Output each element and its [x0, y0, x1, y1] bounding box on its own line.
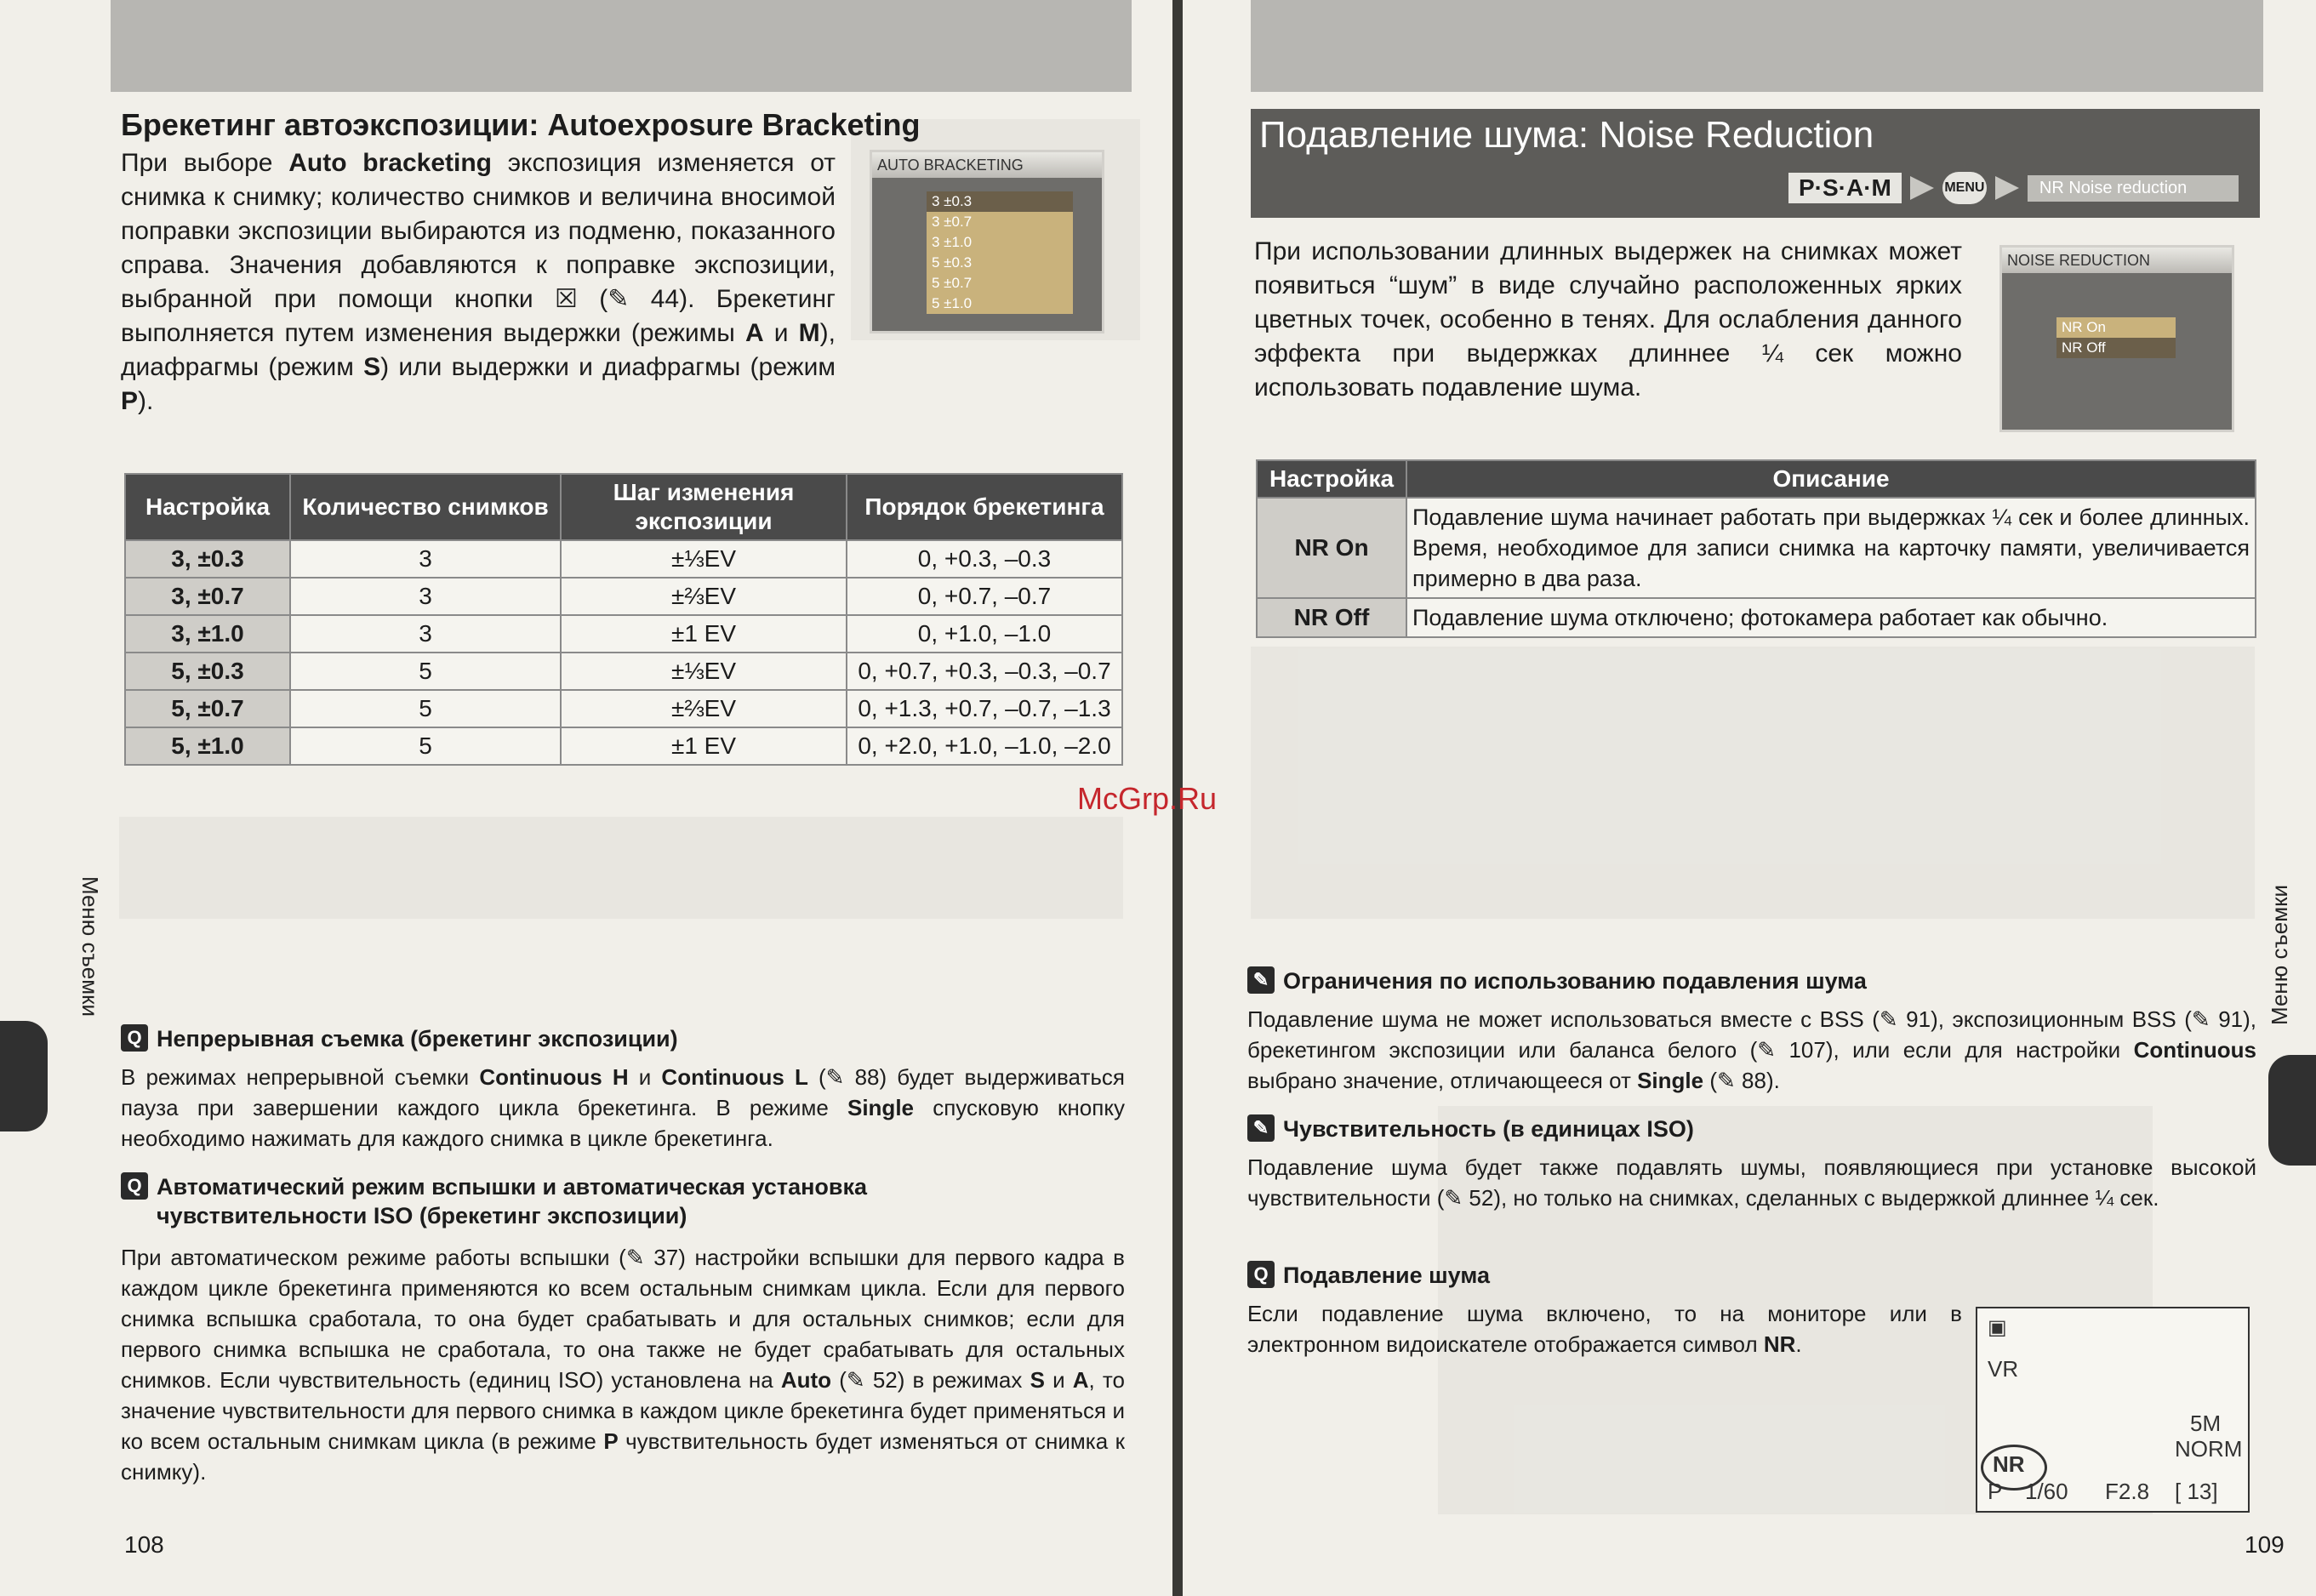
shutter-speed-indicator: 1/60 [2025, 1479, 2068, 1504]
page-ref-icon: ✎ [625, 1245, 645, 1270]
column-header: Шаг изменения экспозиции [561, 474, 847, 540]
watermark: McGrp.Ru [1077, 781, 1218, 816]
frames-remaining-indicator: [ 13] [2175, 1479, 2218, 1504]
table-row [1257, 498, 2256, 598]
page-ref-icon: ✎ [1444, 1185, 1463, 1211]
table-cell: 5 [290, 727, 561, 765]
exposure-comp-button-icon: ☒ [554, 285, 578, 313]
title-bar [1251, 109, 2260, 218]
table-row [125, 653, 1122, 690]
menu-title: NOISE REDUCTION [2002, 248, 2232, 273]
column-header: Порядок брекетинга [847, 474, 1122, 540]
page-ref-icon: ✎ [1717, 1068, 1736, 1093]
table-cell: 3 [290, 578, 561, 615]
column-header: Настройка [125, 474, 290, 540]
magnifier-note-icon: Q [121, 1024, 148, 1052]
monitor-display-illustration [1976, 1307, 2250, 1513]
table-cell: 5, ±1.0 [125, 727, 290, 765]
menu-breadcrumb [1788, 168, 2239, 208]
page-ref-icon: ✎ [1879, 1006, 1898, 1032]
menu-item: 3 ±1.0 [932, 234, 973, 250]
intro-paragraph: При использовании длинных выдержек на снимках может появиться “шум” в виде случайно расположенных ярких цветных точек, особенно в тенях. Для ослабления данного эффекта при выдержках длиннее ¼ сек можно использовать подавление шума. [1254, 237, 1962, 402]
table-cell: 3, ±0.7 [125, 578, 290, 615]
pencil-note-icon: ✎ [1247, 1114, 1275, 1142]
menu-item: 5 ±0.7 [932, 275, 973, 291]
note-text: В режимах непрерывной съемки Continuous H и Continuous L (✎ 88) будет выдерживаться пауза при завершении каждого цикла брекетинга. В режиме Single спусковую кнопку необходимо нажимать для каждого снимка в цикле брекетинга. [121, 1064, 1125, 1151]
bleed-through [1251, 647, 2255, 919]
note-text: Подавление шума будет также подавлять шумы, появляющиеся при установке высокой чувствительности (✎ 52), но только на снимках, сделанных с выдержкой длиннее ¼ сек. [1247, 1154, 2256, 1211]
exposure-mode-indicator: P [1988, 1479, 2003, 1504]
menu-list [2056, 317, 2176, 358]
note-text: Подавление шума не может использоваться вместе с BSS (✎ 91), экспозиционным BSS (✎ 91), брекетингом экспозиции или баланса белого (✎ 107), или если для настройки Continuous выбрано значение, отличающееся от Single (✎ 88). [1247, 1006, 2256, 1093]
bracketing-table [124, 473, 1123, 766]
table-cell: ±1 EV [561, 727, 847, 765]
table-cell: ±⅔EV [561, 578, 847, 615]
table-row [125, 615, 1122, 653]
page-ref-icon: ✎ [608, 285, 630, 313]
column-header: Настройка [1257, 460, 1406, 498]
aperture-indicator: F2.8 [2105, 1479, 2150, 1504]
table-cell: 0, +1.3, +0.7, –0.7, –1.3 [847, 690, 1122, 727]
note-heading: Q Автоматический режим вспышки и автоматическая установка чувствительности ISO (брекетинг экспозиции) [121, 1172, 972, 1230]
right-header-band [1251, 0, 2263, 92]
column-header: Количество снимков [290, 474, 561, 540]
table-header-row [1257, 460, 2256, 498]
menu-item-label: NR Noise reduction [2028, 175, 2239, 202]
table-row [1257, 598, 2256, 637]
section-title: Брекетинг автоэкспозиции: Autoexposure Bracketing [121, 107, 921, 142]
table-cell: 5 [290, 653, 561, 690]
image-size-indicator: 5M [2190, 1411, 2222, 1436]
menu-title: AUTO BRACKETING [872, 152, 1102, 178]
auto-bracketing-menu-screenshot [870, 150, 1104, 333]
page-number: 109 [2245, 1531, 2285, 1558]
table-cell: ±⅔EV [561, 690, 847, 727]
menu-item: NR On [2062, 319, 2106, 335]
side-label: Меню съемки [77, 876, 103, 1017]
side-tab [2268, 1055, 2316, 1166]
noise-reduction-table [1256, 459, 2256, 638]
page-ref-icon: ✎ [825, 1064, 845, 1090]
vr-indicator: VR [1988, 1356, 2019, 1382]
shooting-modes-label: P·S·A·M [1788, 173, 1902, 203]
note-text: Если подавление шума включено, то на мониторе или в электронном видоискателе отображается символ NR. [1247, 1301, 1962, 1357]
table-row [125, 578, 1122, 615]
table-cell: ±⅓EV [561, 540, 847, 578]
frame-icon: ▣ [1988, 1316, 2007, 1339]
table-cell: NR Off [1257, 598, 1406, 637]
table-row [125, 690, 1122, 727]
table-cell: 5, ±0.7 [125, 690, 290, 727]
noise-reduction-menu-screenshot [1999, 245, 2234, 432]
note-heading: Q Подавление шума [1247, 1261, 2013, 1290]
right-page [1183, 0, 2316, 1596]
menu-item: 5 ±1.0 [932, 295, 973, 311]
page-ref-icon: ✎ [1757, 1037, 1777, 1063]
nr-indicator: NR [1993, 1451, 2025, 1477]
column-header: Описание [1406, 460, 2256, 498]
page-ref-icon: ✎ [846, 1367, 865, 1393]
arrow-right-icon [1995, 176, 2019, 200]
table-header-row [125, 474, 1122, 540]
table-cell: 3, ±1.0 [125, 615, 290, 653]
intro-paragraph: При выборе Auto bracketing экспозиция изменяется от снимка к снимку; количество снимков и величина вносимой поправки экспозиции выбираются из подменю, показанного справа. Значения добавляются к поправке экспозиции, выбранной при помощи кнопки ☒ (✎ 44). Брекетинг выполняется путем изменения выдержки (режимы A и M), диафрагмы (режим S) или выдержки и диафрагмы (режим P). [121, 149, 836, 415]
note-heading: ✎ Ограничения по использованию подавления шума [1247, 966, 2251, 995]
table-cell: 3 [290, 615, 561, 653]
page-number: 108 [124, 1531, 164, 1558]
menu-list [927, 191, 1073, 314]
pencil-note-icon: ✎ [1247, 966, 1275, 994]
table-cell: 3, ±0.3 [125, 540, 290, 578]
page-ref-icon: ✎ [2191, 1006, 2210, 1032]
note-heading: ✎ Чувствительность (в единицах ISO) [1247, 1114, 2251, 1143]
table-row [125, 727, 1122, 765]
table-cell: ±1 EV [561, 615, 847, 653]
table-cell: 0, +1.0, –1.0 [847, 615, 1122, 653]
table-cell: 0, +0.3, –0.3 [847, 540, 1122, 578]
arrow-right-icon [1910, 176, 1934, 200]
note-heading: Q Непрерывная съемка (брекетинг экспозиции) [121, 1024, 1116, 1053]
menu-item: 3 ±0.3 [927, 191, 1073, 212]
side-label: Меню съемки [2267, 885, 2292, 1025]
table-cell: 3 [290, 540, 561, 578]
table-cell: Подавление шума начинает работать при выдержках ¼ сек и более длинных. Время, необходимое для записи снимка на карточку памяти, увеличивается примерно в два раза. [1406, 498, 2256, 598]
menu-item: 3 ±0.7 [932, 214, 973, 230]
table-cell: ±⅓EV [561, 653, 847, 690]
magnifier-note-icon: Q [121, 1172, 148, 1200]
table-cell: 0, +0.7, +0.3, –0.3, –0.7 [847, 653, 1122, 690]
section-title: Подавление шума: Noise Reduction [1259, 114, 1874, 156]
table-row [125, 540, 1122, 578]
side-tab [0, 1021, 48, 1131]
image-quality-indicator: NORM [2175, 1436, 2243, 1462]
table-cell: NR On [1257, 498, 1406, 598]
table-cell: 0, +2.0, +1.0, –1.0, –2.0 [847, 727, 1122, 765]
left-header-band [111, 0, 1132, 92]
table-cell: 5 [290, 690, 561, 727]
menu-item: NR Off [2056, 338, 2176, 358]
menu-button-icon: MENU [1942, 172, 1987, 204]
bleed-through [119, 817, 1123, 919]
table-cell: 0, +0.7, –0.7 [847, 578, 1122, 615]
table-cell: Подавление шума отключено; фотокамера работает как обычно. [1406, 598, 2256, 637]
menu-item: 5 ±0.3 [932, 254, 973, 271]
magnifier-note-icon: Q [1247, 1261, 1275, 1288]
note-text: При автоматическом режиме работы вспышки (✎ 37) настройки вспышки для первого кадра в каждом цикле брекетинга применяются ко всем остальным снимкам цикла. Если для первого снимка вспышка сработала, то она будет срабатывать и для остальных снимков; если для первого снимка вспышка не сработала, то она также не будет срабатывать для остальных снимков. Если чувствительность (единиц ISO) установлена на Auto (✎ 52) в режимах S и A, то значение чувствительности для первого снимка в каждом цикле брекетинга будет применяться и ко всем остальным снимкам цикла (в режиме P чувствительность будет изменяться от снимка к снимку). [121, 1245, 1125, 1485]
table-cell: 5, ±0.3 [125, 653, 290, 690]
